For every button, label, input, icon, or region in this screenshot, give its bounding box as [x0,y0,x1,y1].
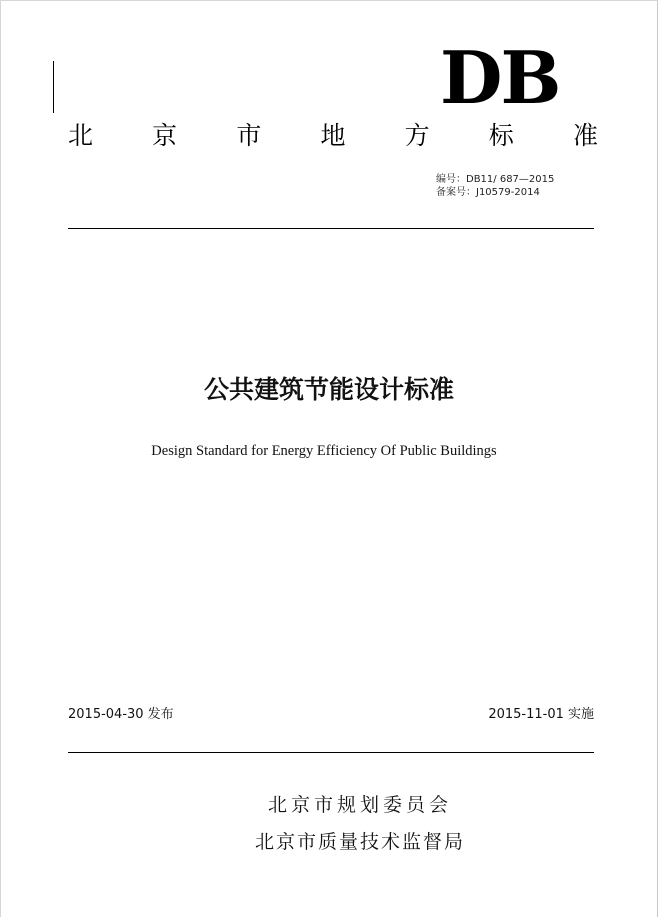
db-logo: DB [440,35,560,120]
top-divider [68,228,594,229]
document-title-chinese: 公共建筑节能设计标准 [203,375,454,404]
bottom-divider [68,752,594,753]
standard-type-char: 方 [404,121,430,150]
implementation-date: 2015-11-01 实施 [488,707,594,722]
standard-type-char: 地 [320,121,346,150]
standard-type [68,118,598,154]
standard-type-char: 京 [152,121,178,150]
standard-type-char: 北 [68,121,94,150]
issue-date: 2015-04-30 发布 [68,707,174,722]
document-title-english: Design Standard for Energy Efficiency Of Public Buildings [151,443,497,459]
record-number: 备案号：J10579-2014 [436,187,540,198]
margin-mark [53,61,54,113]
issuer-planning-commission: 北京市规划委员会 [267,794,452,816]
standard-type-char: 市 [236,121,262,150]
standard-type-char: 准 [572,121,598,150]
standard-number: 编号：DB11/ 687—2015 [436,174,555,185]
standard-codes [436,173,554,199]
standard-type-char: 标 [488,121,514,150]
issuer-quality-bureau: 北京市质量技术监督局 [254,831,465,853]
